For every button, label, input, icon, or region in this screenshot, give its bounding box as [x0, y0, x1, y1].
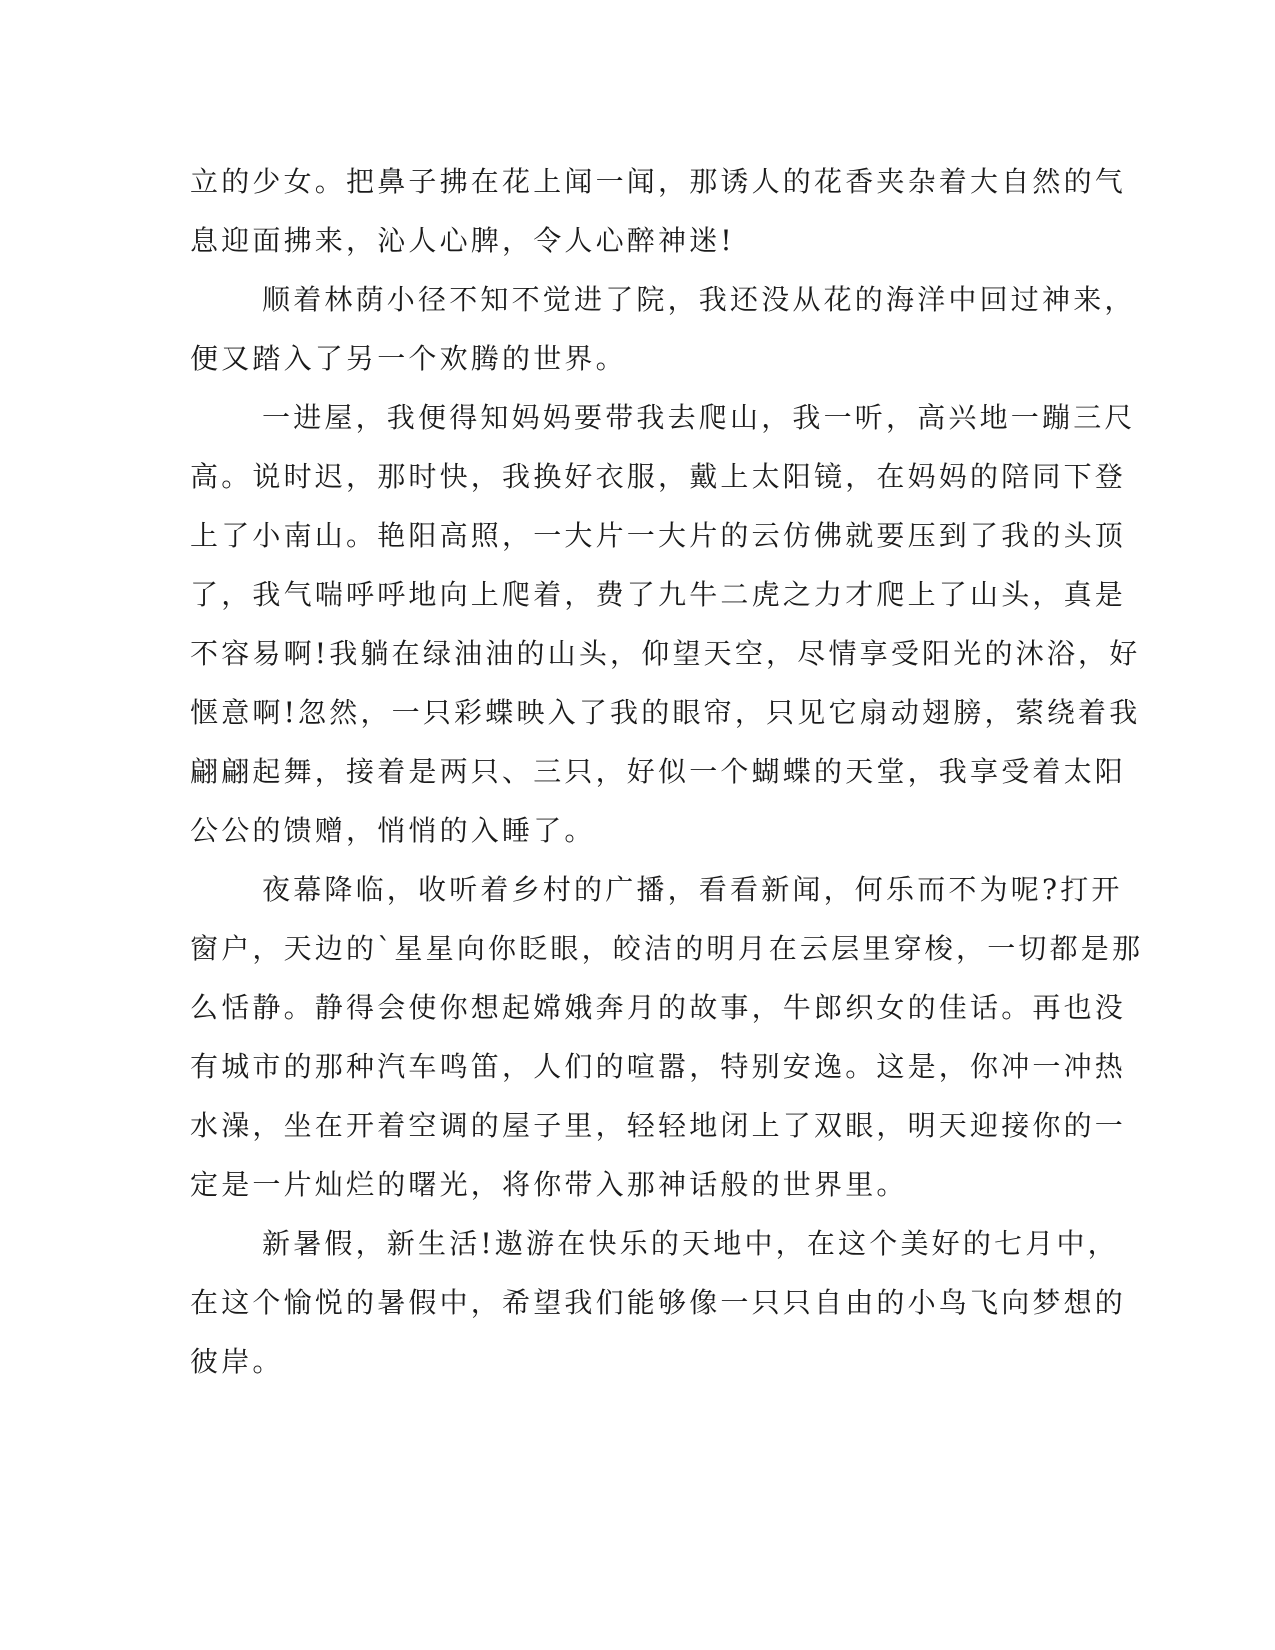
text-line: 在这个愉悦的暑假中，希望我们能够像一只只自由的小鸟飞向梦想的 — [190, 1286, 1127, 1319]
paragraph-first-line: 夜幕降临，收听着乡村的广播，看看新闻，何乐而不为呢?打开 — [262, 873, 1123, 906]
text-line: 么恬静。静得会使你想起嫦娥奔月的故事，牛郎织女的佳话。再也没 — [190, 991, 1127, 1024]
text-line: 窗户，天边的`星星向你眨眼，皎洁的明月在云层里穿梭，一切都是那 — [190, 932, 1144, 965]
text-line: 息迎面拂来，沁人心脾，令人心醉神迷! — [190, 224, 735, 257]
paragraph-first-line: 新暑假，新生活!遨游在快乐的天地中，在这个美好的七月中， — [262, 1227, 1119, 1260]
text-line: 高。说时迟，那时快，我换好衣服，戴上太阳镜，在妈妈的陪同下登 — [190, 460, 1127, 493]
text-line: 公公的馈赠，悄悄的入睡了。 — [190, 814, 596, 847]
text-line: 水澡，坐在开着空调的屋子里，轻轻地闭上了双眼，明天迎接你的一 — [190, 1109, 1127, 1142]
text-line: 便又踏入了另一个欢腾的世界。 — [190, 342, 627, 375]
paragraph-first-line: 顺着林荫小径不知不觉进了院，我还没从花的海洋中回过神来， — [262, 283, 1136, 316]
text-line: 了，我气喘呼呼地向上爬着，费了九牛二虎之力才爬上了山头，真是 — [190, 578, 1127, 611]
text-line: 上了小南山。艳阳高照，一大片一大片的云仿佛就要压到了我的头顶 — [190, 519, 1127, 552]
text-line: 不容易啊!我躺在绿油油的山头，仰望天空，尽情享受阳光的沐浴，好 — [190, 637, 1141, 670]
text-line: 彼岸。 — [190, 1345, 284, 1378]
text-line: 有城市的那种汽车鸣笛，人们的喧嚣，特别安逸。这是，你冲一冲热 — [190, 1050, 1127, 1083]
text-line: 惬意啊!忽然，一只彩蝶映入了我的眼帘，只见它扇动翅膀，萦绕着我 — [190, 696, 1141, 729]
text-line: 定是一片灿烂的曙光，将你带入那神话般的世界里。 — [190, 1168, 908, 1201]
text-line: 翩翩起舞，接着是两只、三只，好似一个蝴蝶的天堂，我享受着太阳 — [190, 755, 1127, 788]
text-line: 立的少女。把鼻子拂在花上闻一闻，那诱人的花香夹杂着大自然的气 — [190, 165, 1127, 198]
paragraph-first-line: 一进屋，我便得知妈妈要带我去爬山，我一听，高兴地一蹦三尺 — [262, 401, 1136, 434]
